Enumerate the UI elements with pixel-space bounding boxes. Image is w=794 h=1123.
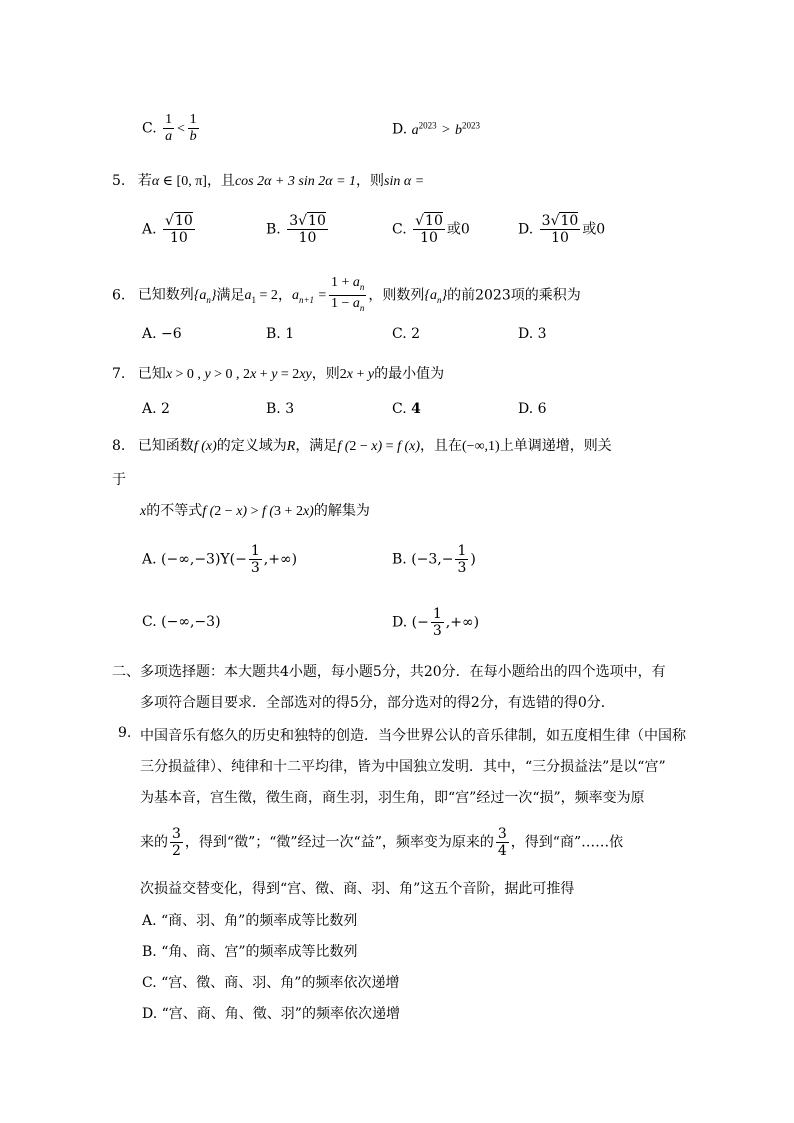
q9-line3: 为基本音，宫生徵，徵生商，商生羽，羽生角，即“宫”经过一次“损”，频率变为原 [140, 790, 645, 806]
question-number: 6. [112, 287, 126, 304]
fraction: $\frac{√10}{10}$ [165, 213, 193, 246]
question-number: 8. [112, 438, 126, 454]
q5-option-c: C. $\frac{√10}{10}$ 或0 [392, 213, 470, 246]
q8-option-b: B. (−3,− $\frac{1}{3}$ ) [392, 543, 476, 576]
q7-option-b: B. 3 [266, 401, 295, 417]
question-6: 6. 已知数列$\{a_n\}$满足$a_1 = 2$，$a_{n+1}$ = $\frac{1 + a_n}{1 - a_n}$ ，则数列$\{a_n\}$的前2023项的乘积为 [112, 275, 581, 316]
q9-option-c: C. “宫、徵、商、羽、角”的频率依次递增 [142, 975, 400, 991]
fraction: $\frac{√10}{10}$ [415, 213, 443, 246]
fraction: $\frac{1}{3}$ [432, 606, 442, 639]
q5-option-b: B. $\frac{3√10}{10}$ [266, 213, 326, 246]
q4-option-c: C. $\frac{1}{a}$ < $\frac{1}{b}$ [142, 112, 197, 144]
fraction: $\frac{1}{3}$ [250, 543, 260, 576]
fraction: $\frac{3}{2}$ [172, 826, 181, 859]
q6-option-b: B. 1 [266, 326, 295, 342]
q6-option-c: C. 2 [392, 326, 421, 342]
q9-line1: 中国音乐有悠久的历史和独特的创造．当今世界公认的音乐律制，如五度相生律（中国称 [140, 728, 686, 744]
question-8: 8. 已知函数f (x)的定义域为R，满足f (2 − x) = f (x)，且在(−∞,1)上单调递增，则关 [112, 438, 612, 454]
fraction: $\frac{3}{4}$ [497, 826, 507, 859]
question-number: 5. [112, 173, 126, 189]
fraction: $\frac{3√10}{10}$ [541, 213, 579, 246]
q8-option-a: A. (−∞,−3)Υ(− $\frac{1}{3}$ ,+∞) [142, 543, 298, 576]
section-2-line2: 多项符合题目要求．全部选对的得5分，部分选对的得2分，有选错的得0分． [140, 695, 615, 711]
question-5: 5. 若α ∈ [0, π]，且cos 2α + 3 sin 2α = 1，则sin α = [112, 173, 425, 189]
q8-option-d: D. (− $\frac{1}{3}$ ,+∞) [392, 606, 480, 639]
question-9-number: 9. [118, 725, 132, 741]
q7-option-a: A. 2 [142, 401, 170, 417]
q5-option-d: D. $\frac{3√10}{10}$ 或0 [518, 213, 606, 246]
q8-option-c: C. (−∞,−3) [142, 614, 221, 630]
q8-wrap: 于 [112, 472, 126, 488]
question-7: 7. 已知x > 0 , y > 0 , 2x + y = 2xy，则2x + y的最小值为 [112, 366, 445, 382]
q9-line5: 次损益交替变化，得到“宫、徵、商、羽、角”这五个音阶，据此可推得 [140, 881, 575, 897]
question-number: 7. [112, 366, 126, 382]
fraction: $\frac{1 + a_n}{1 - a_n}$ [330, 275, 365, 313]
q8-line2: x的不等式f (2 − x) > f (3 + 2x)的解集为 [140, 503, 370, 519]
q9-line2: 三分损益律）、纯律和十二平均律，皆为中国独立发明．其中，“三分损益法”是以“宫” [140, 759, 666, 775]
q9-option-d: D. “宫、商、角、徵、羽”的频率依次递增 [142, 1006, 400, 1022]
section-2-line1: 二、多项选择题：本大题共4小题，每小题5分，共20分．在每小题给出的四个选项中，有 [112, 664, 666, 680]
q9-line4: 来的 $\frac{3}{2}$ ，得到“徵”；“徵”经过一次“益”，频率变为原来的 $\frac{3}{4}$ ，得到“商”……依 [140, 826, 624, 859]
q5-option-a: A. $\frac{√10}{10}$ [142, 213, 193, 246]
fraction: $\frac{3√10}{10}$ [289, 213, 326, 246]
q7-option-c: C. 4 [392, 401, 421, 417]
q7-option-d: D. 6 [518, 401, 547, 417]
option-label: C. [142, 120, 157, 137]
fraction: $\frac{1}{3}$ [457, 543, 467, 576]
option-label: D. [392, 121, 408, 138]
q4-option-d: D. $a^{2023} > b^{2023}$ [392, 120, 480, 138]
fraction: $\frac{1}{a}$ [165, 112, 173, 144]
q9-option-a: A. “商、羽、角”的频率成等比数列 [142, 913, 358, 929]
q6-option-d: D. 3 [518, 326, 547, 342]
fraction: $\frac{1}{b}$ [189, 112, 197, 144]
q6-option-a: A. −6 [142, 326, 182, 342]
q9-option-b: B. “角、商、宫”的频率成等比数列 [142, 944, 358, 960]
